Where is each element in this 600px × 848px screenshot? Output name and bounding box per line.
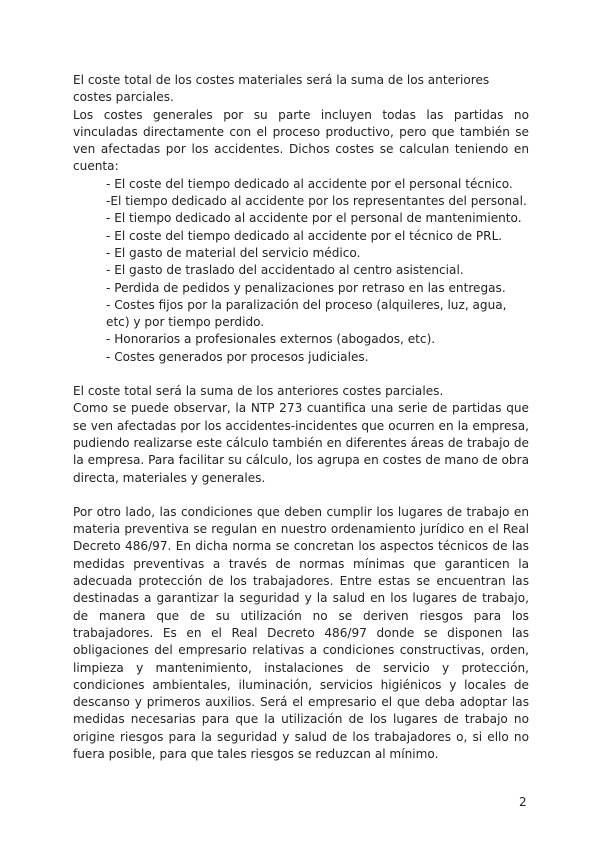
intro-paragraph-general-costs: Los costes generales por su parte incluyen todas las partidas no vinculadas directamente con el proceso productivo, pero que también se ven afectadas por los accidentes. Dichos costes se calculan teniendo en cuenta: <box>73 107 529 174</box>
list-item: -El tiempo dedicado al accidente por los representantes del personal. <box>106 194 527 209</box>
list-item: - El coste del tiempo dedicado al accidente por el técnico de PRL. <box>106 228 503 243</box>
list-item: - El tiempo dedicado al accidente por el personal de mantenimiento. <box>106 211 522 226</box>
paragraph-real-decreto: Por otro lado, las condiciones que deben cumplir los lugares de trabajo en materia preventiva se regulan en nuestro ordenamiento jurídico en el Real Decreto 486/97. En dicha norma se concretan los aspectos técnicos de las medidas preventivas a través de normas mínimas que garanticen la adecuada protección de los trabajadores. Entre estas se encuentran las destinadas a garantizar la seguridad y la salud en los lugares de trabajo, de manera que de su utilización no se deriven riesgos para los trabajadores. Es en el Real Decreto 486/97 donde se disponen las obligaciones del empresario relativas a condiciones constructivas, orden, limpieza y mantenimiento, instalaciones de servicio y protección, condiciones ambientales, iluminación, servicios higiénicos y locales de descanso y primeros auxilios. Será el empresario el que deba adoptar las medidas necesarias para que la utilización de los lugares de trabajo no origine riesgos para la seguridad y salud de los trabajadores o, si ello no fuera posible, para que tales riesgos se reduzcan al mínimo. <box>73 504 529 761</box>
list-item: - Costes generados por procesos judiciales. <box>106 349 369 364</box>
list-item: - El gasto de material del servicio médico. <box>106 245 361 260</box>
summary-paragraph-total: El coste total será la suma de los anteriores costes parciales. <box>73 384 444 399</box>
page-body <box>73 72 529 763</box>
paragraph-spacer <box>73 487 529 504</box>
list-item: - El gasto de traslado del accidentado al centro asistencial. <box>106 263 464 278</box>
paragraph-spacer <box>73 366 529 383</box>
list-item: - El coste del tiempo dedicado al accidente por el personal técnico. <box>106 176 513 191</box>
page-number: 2 <box>519 795 527 809</box>
list-item: - Perdida de pedidos y penalizaciones por retraso en las entregas. <box>106 280 506 295</box>
list-item: - Costes fijos por la paralización del proceso (alquileres, luz, agua, etc) y por tiempo perdido. <box>106 297 507 330</box>
summary-paragraph-ntp-273: Como se puede observar, la NTP 273 cuantifica una serie de partidas que se ven afectadas por los accidentes-incidentes que ocurren en la empresa, pudiendo realizarse este cálculo también en diferentes áreas de trabajo de la empresa. Para facilitar su cálculo, los agrupa en costes de mano de obra directa, materiales y generales. <box>73 401 529 485</box>
general-costs-list <box>73 176 529 366</box>
list-item: - Honorarios a profesionales externos (abogados, etc). <box>106 332 436 347</box>
intro-paragraph-materials-total: El coste total de los costes materiales será la suma de los anteriores costes parciales. <box>73 73 490 105</box>
